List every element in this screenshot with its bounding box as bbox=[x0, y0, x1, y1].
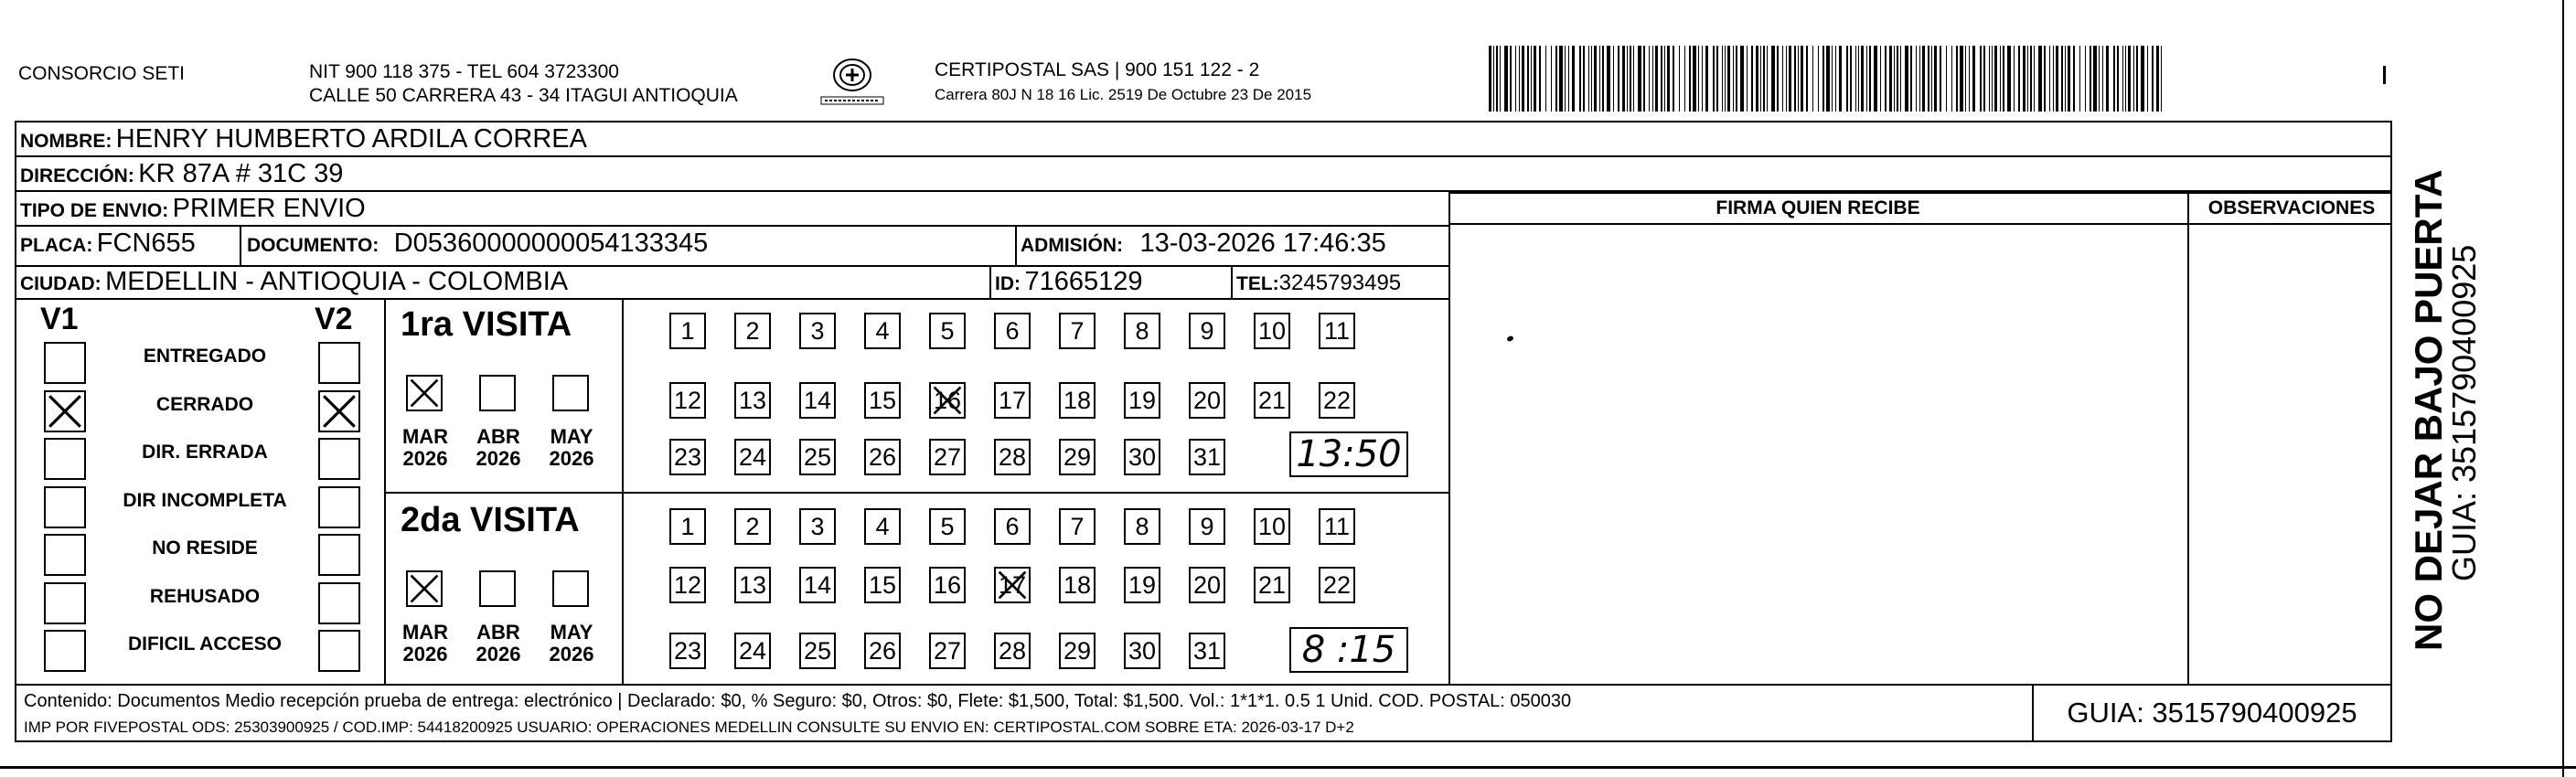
direccion-value: KR 87A # 31C 39 bbox=[138, 159, 344, 188]
month-year: 2026 bbox=[476, 447, 521, 470]
divider bbox=[384, 298, 386, 684]
month-year: 2026 bbox=[476, 643, 521, 665]
month-name: ABR bbox=[476, 425, 520, 448]
day-number: 10 bbox=[1257, 513, 1287, 540]
day-checkbox[interactable] bbox=[864, 313, 901, 349]
month-checkbox[interactable] bbox=[552, 375, 589, 411]
direccion-label: DIRECCIÓN: bbox=[20, 165, 134, 186]
day-checkbox[interactable] bbox=[994, 508, 1031, 545]
ciudad-label: CIUDAD: bbox=[20, 273, 102, 294]
day-checkbox[interactable] bbox=[929, 633, 966, 669]
month-label bbox=[466, 622, 530, 665]
reason-label: REHUSADO bbox=[149, 585, 261, 607]
day-number: 14 bbox=[803, 571, 832, 599]
barcode bbox=[1489, 46, 2165, 112]
day-checkbox[interactable] bbox=[1124, 508, 1160, 545]
v2-checkbox[interactable] bbox=[318, 534, 360, 576]
reason-label: DIR INCOMPLETA bbox=[123, 489, 287, 511]
admision-row bbox=[1021, 229, 1386, 259]
day-number: 8 bbox=[1135, 317, 1149, 345]
month-name: MAR bbox=[401, 621, 449, 644]
day-check-mark bbox=[996, 569, 1029, 601]
day-checkbox[interactable] bbox=[1189, 633, 1225, 669]
ciudad-value: MEDELLIN - ANTIOQUIA - COLOMBIA bbox=[105, 267, 569, 296]
day-checkbox[interactable] bbox=[864, 508, 901, 545]
reason-label: CERRADO bbox=[155, 393, 254, 415]
id-value: 71665129 bbox=[1024, 267, 1143, 296]
day-number: 25 bbox=[803, 637, 832, 665]
admision-value: 13-03-2026 17:46:35 bbox=[1139, 229, 1386, 258]
scan-mark bbox=[2383, 66, 2386, 84]
day-number: 31 bbox=[1192, 637, 1222, 665]
day-number: 27 bbox=[933, 443, 962, 471]
day-number: 12 bbox=[673, 571, 702, 599]
month-name: ABR bbox=[476, 621, 520, 644]
v2-checkbox[interactable] bbox=[318, 630, 360, 672]
day-number: 16 bbox=[933, 387, 962, 414]
day-checkbox[interactable] bbox=[1319, 508, 1355, 545]
day-number: 23 bbox=[673, 443, 702, 471]
certipostal-subtitle: Carrera 80J N 18 16 Lic. 2519 De Octubre 23 De 2015 bbox=[935, 86, 1312, 103]
v2-checkbox[interactable] bbox=[318, 486, 360, 528]
day-checkbox[interactable] bbox=[994, 313, 1031, 349]
placa-row bbox=[20, 229, 196, 259]
day-number: 28 bbox=[998, 637, 1027, 665]
footer-line-1: Contenido: Documentos Medio recepción prueba de entrega: electrónico | Declarado: $0, % Seguro: $0, Otros: $0, Flete: $1,500, Total: $1,500. Vol.: 1*1*1. 0.5 1 Unid. COD. POSTAL: 050030 bbox=[24, 691, 1572, 711]
month-year: 2026 bbox=[549, 643, 594, 665]
divider bbox=[622, 298, 624, 684]
day-number: 2 bbox=[745, 513, 760, 540]
day-checkbox[interactable] bbox=[994, 633, 1031, 669]
v1-checkbox[interactable] bbox=[44, 534, 86, 576]
placa-label: PLACA: bbox=[20, 235, 93, 256]
certipostal-logo bbox=[816, 55, 889, 108]
day-number: 9 bbox=[1200, 317, 1214, 345]
day-checkbox[interactable] bbox=[1319, 382, 1355, 419]
day-checkbox[interactable] bbox=[669, 313, 706, 349]
month-checkbox[interactable] bbox=[406, 570, 443, 607]
day-number: 21 bbox=[1257, 571, 1287, 599]
first-visit-title: 1ra VISITA bbox=[401, 305, 572, 344]
day-number: 23 bbox=[673, 637, 702, 665]
day-number: 6 bbox=[1005, 513, 1020, 540]
address-line: CALLE 50 CARRERA 43 - 34 ITAGUI ANTIOQUIA bbox=[309, 85, 738, 106]
month-label bbox=[393, 622, 457, 665]
month-label bbox=[393, 426, 457, 470]
documento-value: D05360000000054133345 bbox=[393, 229, 709, 258]
day-checkbox[interactable] bbox=[994, 439, 1031, 475]
day-checkbox[interactable] bbox=[1189, 382, 1225, 419]
divider bbox=[989, 265, 991, 298]
divider bbox=[15, 298, 1448, 300]
v2-checkbox[interactable] bbox=[318, 582, 360, 624]
day-checkbox[interactable] bbox=[1189, 439, 1225, 475]
day-number: 25 bbox=[803, 443, 832, 471]
day-number: 16 bbox=[933, 571, 962, 599]
v1-checkbox[interactable] bbox=[44, 438, 86, 480]
month-label bbox=[466, 426, 530, 470]
day-checkbox[interactable] bbox=[1059, 382, 1096, 419]
day-checkbox[interactable] bbox=[994, 382, 1031, 419]
day-number: 7 bbox=[1070, 317, 1085, 345]
footer-guia: GUIA: 3515790400925 bbox=[2067, 697, 2357, 729]
month-checkbox[interactable] bbox=[479, 375, 516, 411]
day-checkbox[interactable] bbox=[1254, 508, 1290, 545]
footer-line-2: IMP POR FIVEPOSTAL ODS: 25303900925 / COD.IMP: 54418200925 USUARIO: OPERACIONES MEDELLIN CONSULTE SU ENVIO EN: CERTIPOSTAL.COM SOBRE ETA: 2026-03-17 D+2 bbox=[24, 718, 1354, 736]
day-number: 18 bbox=[1063, 571, 1092, 599]
id-row bbox=[995, 267, 1142, 297]
day-checkbox[interactable] bbox=[929, 439, 966, 475]
day-checkbox[interactable] bbox=[1124, 439, 1160, 475]
day-check-mark bbox=[931, 384, 964, 417]
day-checkbox[interactable] bbox=[864, 633, 901, 669]
day-checkbox[interactable] bbox=[734, 633, 771, 669]
day-checkbox[interactable] bbox=[1124, 382, 1160, 419]
reason-label: ENTREGADO bbox=[143, 346, 267, 367]
tel-label: TEL: bbox=[1236, 273, 1279, 294]
divider bbox=[240, 225, 241, 265]
tipo-value: PRIMER ENVIO bbox=[172, 194, 366, 223]
second-visit-time-box bbox=[1289, 627, 1408, 673]
day-number: 4 bbox=[875, 513, 890, 540]
day-number: 27 bbox=[933, 637, 962, 665]
day-number: 28 bbox=[998, 443, 1027, 471]
month-name: MAY bbox=[550, 425, 593, 448]
day-number: 13 bbox=[738, 571, 767, 599]
day-checkbox[interactable] bbox=[669, 382, 706, 419]
day-number: 17 bbox=[998, 387, 1027, 414]
second-visit-time: 8 :15 bbox=[1301, 629, 1396, 671]
day-checkbox[interactable] bbox=[669, 439, 706, 475]
nombre-label: NOMBRE: bbox=[20, 131, 112, 152]
day-checkbox[interactable] bbox=[864, 567, 901, 603]
observaciones-label: OBSERVACIONES bbox=[2207, 197, 2376, 218]
day-number: 5 bbox=[940, 513, 955, 540]
documento-row bbox=[247, 229, 708, 259]
divider bbox=[15, 225, 1448, 227]
admision-label: ADMISIÓN: bbox=[1021, 235, 1123, 256]
day-number: 22 bbox=[1322, 387, 1352, 414]
day-checkbox[interactable] bbox=[1059, 567, 1096, 603]
firma-left-border bbox=[1448, 192, 1450, 684]
day-number: 11 bbox=[1323, 317, 1351, 345]
day-checkbox[interactable] bbox=[799, 439, 836, 475]
reason-label: DIFICIL ACCESO bbox=[127, 633, 282, 655]
day-checkbox[interactable] bbox=[799, 567, 836, 603]
day-checkbox[interactable] bbox=[1189, 313, 1225, 349]
v2-checkbox[interactable] bbox=[318, 342, 360, 384]
scan-edge bbox=[0, 766, 2576, 769]
divider bbox=[384, 492, 1448, 494]
day-checkbox[interactable] bbox=[929, 382, 966, 419]
second-visit-title: 2da VISITA bbox=[401, 501, 580, 539]
day-checkbox[interactable] bbox=[1124, 633, 1160, 669]
day-checkbox[interactable] bbox=[1254, 313, 1290, 349]
day-number: 11 bbox=[1323, 513, 1351, 540]
day-checkbox[interactable] bbox=[929, 567, 966, 603]
documento-label: DOCUMENTO: bbox=[247, 235, 379, 256]
day-checkbox[interactable] bbox=[929, 508, 966, 545]
day-checkbox[interactable] bbox=[1059, 439, 1096, 475]
day-number: 10 bbox=[1257, 317, 1287, 345]
month-checkbox[interactable] bbox=[406, 375, 443, 411]
side-guia: GUIA: 3515790400925 bbox=[2445, 244, 2483, 581]
day-number: 19 bbox=[1128, 387, 1157, 414]
day-number: 9 bbox=[1200, 513, 1214, 540]
scan-edge bbox=[2562, 0, 2564, 777]
v1-checkbox[interactable] bbox=[44, 390, 86, 432]
v1-label: V1 bbox=[40, 302, 79, 336]
day-number: 22 bbox=[1322, 571, 1352, 599]
day-number: 6 bbox=[1005, 317, 1020, 345]
day-checkbox[interactable] bbox=[864, 382, 901, 419]
id-label: ID: bbox=[995, 273, 1021, 294]
month-label bbox=[540, 622, 604, 665]
firma-label: FIRMA QUIEN RECIBE bbox=[1716, 197, 1920, 218]
month-name: MAR bbox=[401, 425, 449, 448]
day-number: 3 bbox=[810, 317, 825, 345]
divider bbox=[1231, 265, 1233, 298]
day-checkbox[interactable] bbox=[669, 567, 706, 603]
day-number: 24 bbox=[738, 443, 767, 471]
day-number: 30 bbox=[1128, 637, 1157, 665]
day-number: 7 bbox=[1070, 513, 1085, 540]
day-number: 24 bbox=[738, 637, 767, 665]
day-number: 15 bbox=[868, 387, 897, 414]
month-name: MAY bbox=[550, 621, 593, 644]
day-checkbox[interactable] bbox=[734, 439, 771, 475]
first-visit-time: 13:50 bbox=[1296, 433, 1402, 475]
divider bbox=[1015, 225, 1017, 265]
day-checkbox[interactable] bbox=[669, 633, 706, 669]
day-number: 1 bbox=[680, 513, 695, 540]
day-checkbox[interactable] bbox=[734, 313, 771, 349]
day-number: 2 bbox=[745, 317, 760, 345]
day-number: 19 bbox=[1128, 571, 1157, 599]
reason-label: DIR. ERRADA bbox=[142, 442, 268, 463]
placa-value: FCN655 bbox=[96, 229, 196, 258]
no-dejar-warning: NO DEJAR BAJO PUERTA bbox=[2407, 169, 2450, 651]
day-number: 20 bbox=[1192, 571, 1222, 599]
day-checkbox[interactable] bbox=[994, 567, 1031, 603]
day-number: 30 bbox=[1128, 443, 1157, 471]
day-number: 20 bbox=[1192, 387, 1222, 414]
v1-checkbox[interactable] bbox=[44, 486, 86, 528]
day-number: 31 bbox=[1192, 443, 1222, 471]
v2-label: V2 bbox=[315, 302, 353, 336]
tel-row bbox=[1236, 271, 1401, 296]
day-checkbox[interactable] bbox=[799, 633, 836, 669]
month-year: 2026 bbox=[549, 447, 594, 470]
day-checkbox[interactable] bbox=[929, 313, 966, 349]
day-checkbox[interactable] bbox=[1189, 567, 1225, 603]
day-number: 15 bbox=[868, 571, 897, 599]
day-checkbox[interactable] bbox=[799, 313, 836, 349]
day-checkbox[interactable] bbox=[1059, 633, 1096, 669]
day-checkbox[interactable] bbox=[1254, 382, 1290, 419]
day-checkbox[interactable] bbox=[669, 508, 706, 545]
day-number: 12 bbox=[673, 387, 702, 414]
day-checkbox[interactable] bbox=[1059, 313, 1096, 349]
v2-checkbox[interactable] bbox=[318, 390, 360, 432]
nombre-value: HENRY HUMBERTO ARDILA CORREA bbox=[115, 124, 587, 154]
first-visit-time-box bbox=[1289, 431, 1408, 477]
day-checkbox[interactable] bbox=[734, 567, 771, 603]
tipo-row bbox=[20, 194, 366, 224]
day-number: 29 bbox=[1063, 443, 1092, 471]
v1-checkbox[interactable] bbox=[44, 630, 86, 672]
ciudad-row bbox=[20, 267, 568, 297]
day-checkbox[interactable] bbox=[734, 382, 771, 419]
day-checkbox[interactable] bbox=[1319, 567, 1355, 603]
day-number: 18 bbox=[1063, 387, 1092, 414]
day-number: 26 bbox=[868, 637, 897, 665]
day-number: 1 bbox=[680, 317, 695, 345]
day-checkbox[interactable] bbox=[864, 439, 901, 475]
v2-checkbox[interactable] bbox=[318, 438, 360, 480]
nit-line: NIT 900 118 375 - TEL 604 3723300 bbox=[309, 61, 619, 82]
day-checkbox[interactable] bbox=[734, 508, 771, 545]
month-year: 2026 bbox=[402, 643, 448, 665]
observaciones-left-border bbox=[2187, 192, 2189, 684]
day-number: 29 bbox=[1063, 637, 1092, 665]
day-checkbox[interactable] bbox=[1319, 313, 1355, 349]
day-number: 17 bbox=[998, 571, 1027, 599]
reason-label: NO RESIDE bbox=[152, 538, 258, 559]
day-checkbox[interactable] bbox=[799, 508, 836, 545]
v1-checkbox[interactable] bbox=[44, 342, 86, 384]
day-number: 8 bbox=[1135, 513, 1149, 540]
divider bbox=[15, 155, 2392, 157]
day-checkbox[interactable] bbox=[1189, 508, 1225, 545]
day-number: 13 bbox=[738, 387, 767, 414]
day-number: 3 bbox=[810, 513, 825, 540]
direccion-row bbox=[20, 159, 343, 189]
month-label bbox=[540, 426, 604, 470]
day-checkbox[interactable] bbox=[1124, 567, 1160, 603]
company-name: CONSORCIO SETI bbox=[18, 63, 186, 84]
tipo-label: TIPO DE ENVIO: bbox=[20, 200, 169, 221]
certipostal-title: CERTIPOSTAL SAS | 900 151 122 - 2 bbox=[935, 59, 1260, 80]
day-checkbox[interactable] bbox=[1124, 313, 1160, 349]
day-checkbox[interactable] bbox=[799, 382, 836, 419]
divider bbox=[15, 684, 2392, 686]
month-checkbox[interactable] bbox=[552, 570, 589, 607]
day-number: 5 bbox=[940, 317, 955, 345]
day-checkbox[interactable] bbox=[1059, 508, 1096, 545]
v1-checkbox[interactable] bbox=[44, 582, 86, 624]
day-number: 26 bbox=[868, 443, 897, 471]
month-checkbox[interactable] bbox=[479, 570, 516, 607]
day-number: 14 bbox=[803, 387, 832, 414]
nombre-row bbox=[20, 124, 587, 154]
day-number: 4 bbox=[875, 317, 890, 345]
day-number: 21 bbox=[1257, 387, 1287, 414]
tel-value: 3245793495 bbox=[1278, 271, 1402, 295]
month-year: 2026 bbox=[402, 447, 448, 470]
day-checkbox[interactable] bbox=[1254, 567, 1290, 603]
